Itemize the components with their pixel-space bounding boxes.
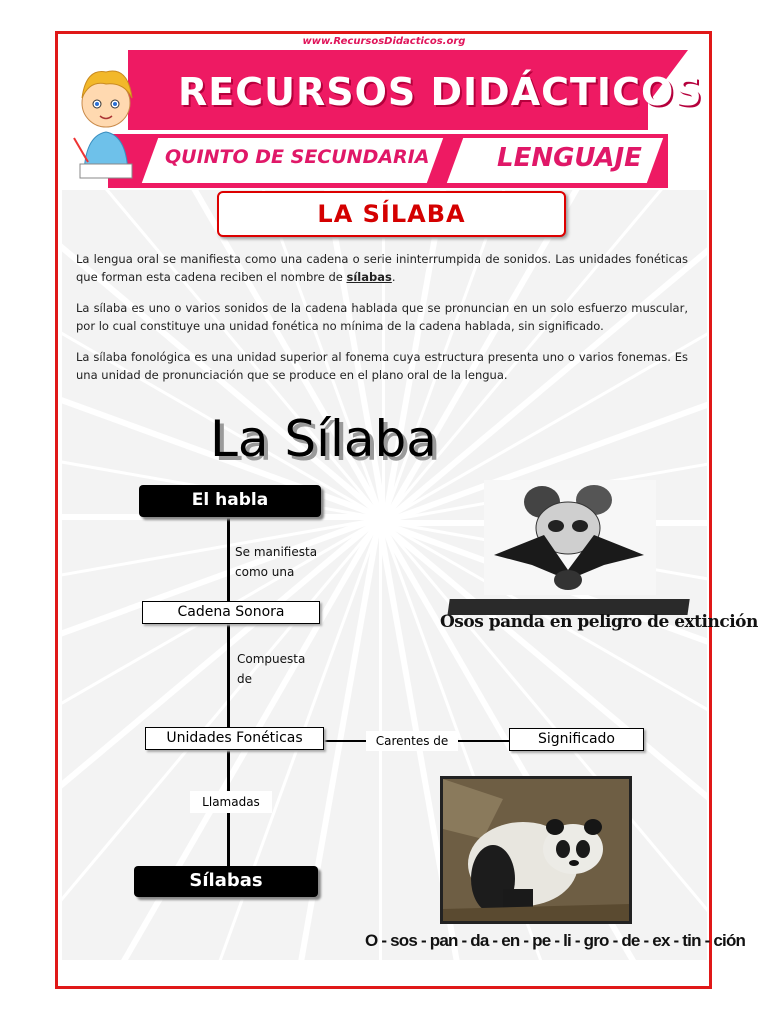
page-title: LA SÍLABA	[317, 200, 466, 228]
diagram-title: La Sílaba	[210, 410, 437, 468]
connector-carentes-significado	[458, 740, 510, 742]
paragraph-1-end: .	[391, 270, 396, 284]
paragraph-2: La sílaba es uno o varios sonidos de la cadena hablada que se pronuncian en un solo esfuerzo muscular, por lo cual constituye una unidad fonética no mínima de la cadena hablada, sin significado.	[76, 301, 688, 333]
subject-label: LENGUAJE	[497, 143, 642, 173]
panda-sketch-image	[484, 480, 656, 595]
brand-title: RECURSOS DIDÁCTICOS	[178, 70, 703, 114]
label-se-manifiesta	[235, 542, 317, 582]
node-el-habla: El habla	[139, 485, 321, 517]
connector-cadena-unidades	[227, 623, 230, 727]
connector-habla-cadena	[227, 516, 230, 601]
node-unidades-foneticas: Unidades Fonéticas	[145, 727, 324, 750]
node-silabas: Sílabas	[134, 866, 318, 897]
syllable-breakdown: O - sos - pan - da - en - pe - li - gro - de - ex - tin - ción	[365, 931, 746, 950]
paragraph-1-text: La lengua oral se manifiesta como una cadena o serie ininterrumpida de sonidos. Las unidades fonéticas que forman esta cadena reciben el nombre de	[76, 252, 688, 284]
connector-unidades-carentes	[322, 740, 366, 742]
node-significado: Significado	[509, 728, 644, 751]
node-cadena-sonora: Cadena Sonora	[142, 601, 320, 624]
site-url[interactable]: www.RecursosDidacticos.org	[302, 36, 466, 47]
panda-caption: Osos panda en peligro de extinción	[440, 612, 758, 632]
paragraph-3: La sílaba fonológica es una unidad superior al fonema cuya estructura presenta uno o varios fonemas. Es una unidad de pronunciación que se produce en el plano oral de la lengua.	[76, 350, 688, 382]
page-title-box	[217, 191, 566, 237]
label-carentes-de: Carentes de	[366, 731, 458, 751]
student-illustration	[66, 58, 146, 188]
grade-label: QUINTO DE SECUNDARIA	[165, 146, 430, 168]
label-se-manifiesta-line1: Se manifiesta	[235, 545, 318, 559]
panda-photo	[440, 776, 632, 924]
label-compuesta-line1: Compuesta	[237, 652, 306, 666]
paragraph-1	[76, 250, 688, 286]
label-llamadas: Llamadas	[190, 791, 272, 813]
label-compuesta	[237, 649, 305, 689]
label-compuesta-line2: de	[237, 672, 252, 686]
label-se-manifiesta-line2: como una	[235, 565, 295, 579]
silabas-term: sílabas	[346, 270, 392, 284]
background-ray	[62, 517, 382, 870]
